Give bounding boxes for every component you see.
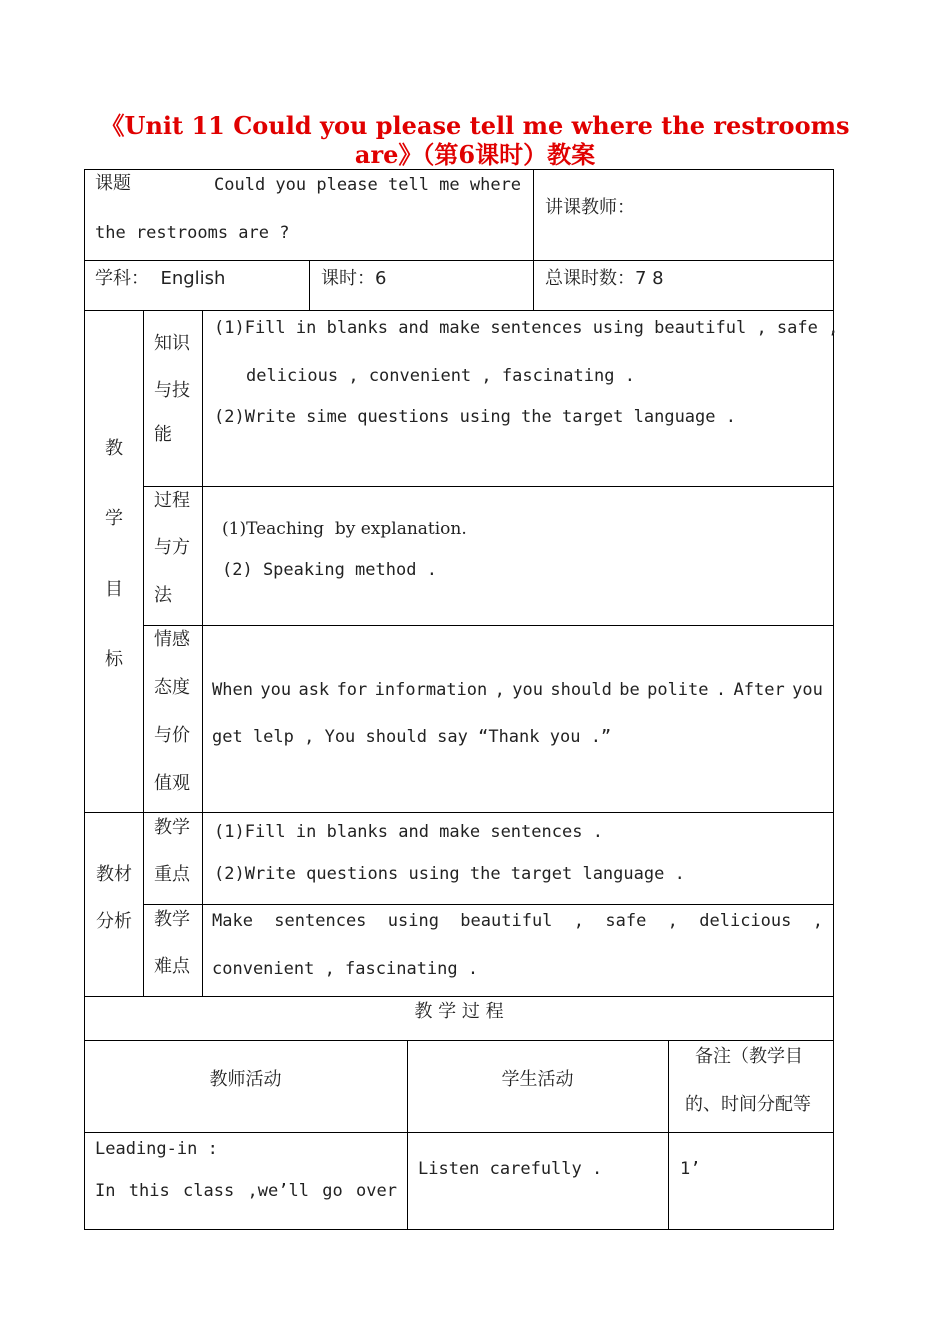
word: for bbox=[336, 680, 368, 700]
word: information bbox=[374, 680, 488, 700]
row-1-notes: 1’ bbox=[680, 1159, 701, 1179]
materials-group-line-2: 分析 bbox=[96, 911, 132, 932]
difficult-points-label-line-2: 难点 bbox=[154, 956, 190, 977]
word: , bbox=[812, 911, 823, 931]
topic-label: 课题 bbox=[95, 173, 131, 194]
word: this bbox=[128, 1181, 170, 1201]
word: beautiful bbox=[460, 911, 553, 931]
word: In bbox=[95, 1181, 116, 1201]
word: you bbox=[260, 680, 292, 700]
topic-text-line-1: Could you please tell me where bbox=[214, 175, 522, 195]
column-header-teacher: 教师活动 bbox=[209, 1069, 282, 1090]
word: using bbox=[387, 911, 439, 931]
row-1-teacher-line-1: Leading-in : bbox=[95, 1139, 218, 1159]
emotion-text-line-1 bbox=[212, 679, 823, 701]
word: you bbox=[512, 680, 544, 700]
word: , bbox=[573, 911, 585, 931]
emotion-label-line-1: 情感 bbox=[154, 629, 190, 650]
word: After bbox=[733, 680, 785, 700]
process-section-header: 教 学 过 程 bbox=[414, 1001, 504, 1022]
topic-text-line-2: the restrooms are ? bbox=[95, 223, 290, 243]
word: When bbox=[212, 680, 253, 700]
word: polite bbox=[647, 680, 709, 700]
key-points-label-line-1: 教学 bbox=[154, 817, 190, 838]
knowledge-label-line-3: 能 bbox=[154, 424, 172, 445]
knowledge-item-1: (1)Fill in blanks and make sentences using beautiful , safe , bbox=[214, 318, 839, 338]
document-title-line-2: are》（第6课时）教案 bbox=[354, 140, 596, 169]
word: delicious bbox=[699, 911, 792, 931]
document-title-line-1: 《Unit 11 Could you please tell me where the restrooms bbox=[100, 111, 850, 140]
knowledge-label-line-2: 与技 bbox=[154, 380, 190, 401]
word: ask bbox=[298, 680, 330, 700]
knowledge-label-line-1: 知识 bbox=[154, 333, 190, 354]
key-points-label-line-2: 重点 bbox=[154, 864, 190, 885]
emotion-label-line-3: 与价 bbox=[154, 725, 190, 746]
word: safe bbox=[605, 911, 647, 931]
period-field: 课时：6 bbox=[321, 268, 387, 289]
column-header-notes-line-1: 备注（教学目 bbox=[695, 1046, 803, 1067]
emotion-text-line-2: get lelp , You should say “Thank you .” bbox=[212, 727, 612, 747]
word: over bbox=[356, 1181, 397, 1201]
process-label-line-3: 法 bbox=[154, 585, 172, 606]
objectives-group-char-3: 目 bbox=[105, 579, 123, 600]
word: ,we’ll bbox=[247, 1181, 309, 1201]
row-1-teacher-line-2 bbox=[95, 1180, 397, 1202]
word: sentences bbox=[274, 911, 367, 931]
row-1-student-activity: Listen carefully . bbox=[418, 1159, 603, 1179]
emotion-label-line-2: 态度 bbox=[154, 677, 190, 698]
word: class bbox=[183, 1181, 235, 1201]
process-item-1: (1)Teaching by explanation. bbox=[222, 519, 467, 539]
objectives-group-char-2: 学 bbox=[105, 508, 123, 529]
word: Make bbox=[212, 911, 253, 931]
word: . bbox=[715, 680, 727, 700]
word: should bbox=[550, 680, 612, 700]
total-periods-field: 总课时数：7 8 bbox=[545, 268, 664, 289]
word: go bbox=[322, 1181, 343, 1201]
process-label-line-1: 过程 bbox=[154, 490, 190, 511]
key-point-2: (2)Write questions using the target language . bbox=[214, 864, 685, 884]
materials-group-line-1: 教材 bbox=[96, 864, 132, 885]
teacher-label: 讲课教师： bbox=[545, 197, 635, 218]
column-header-notes-line-2: 的、时间分配等 bbox=[685, 1094, 811, 1115]
key-point-1: (1)Fill in blanks and make sentences . bbox=[214, 822, 603, 842]
knowledge-item-2: (2)Write sime questions using the target language . bbox=[214, 407, 736, 427]
difficult-text-line-1 bbox=[212, 910, 823, 932]
word: , bbox=[494, 680, 505, 700]
process-item-2: (2) Speaking method . bbox=[222, 560, 437, 580]
subject-field: 学科： English bbox=[95, 268, 226, 289]
objectives-group-char-1: 教 bbox=[105, 438, 123, 459]
objectives-group-char-4: 标 bbox=[105, 649, 123, 670]
difficult-text-line-2: convenient , fascinating . bbox=[212, 959, 479, 979]
column-header-student: 学生活动 bbox=[501, 1069, 574, 1090]
emotion-label-line-4: 值观 bbox=[154, 773, 190, 794]
word: , bbox=[667, 911, 678, 931]
difficult-points-label-line-1: 教学 bbox=[154, 909, 190, 930]
process-label-line-2: 与方 bbox=[154, 537, 190, 558]
word: you bbox=[792, 680, 823, 700]
knowledge-item-1-cont: delicious , convenient , fascinating . bbox=[246, 366, 635, 386]
word: be bbox=[619, 680, 640, 700]
